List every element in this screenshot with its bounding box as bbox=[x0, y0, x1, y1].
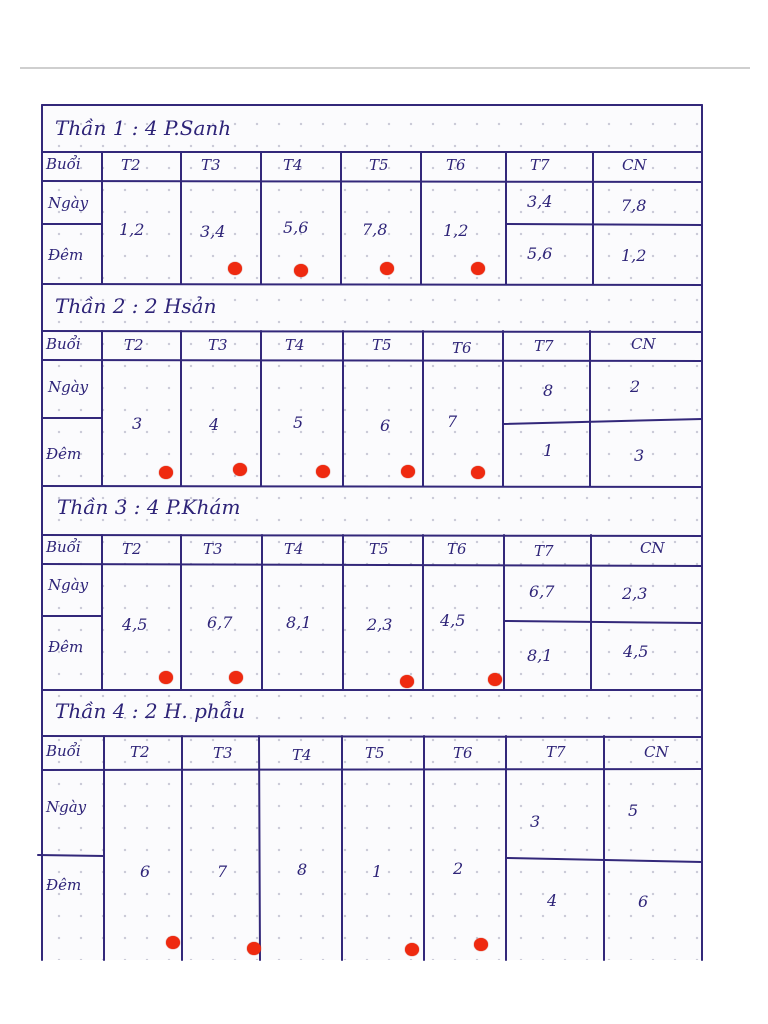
week-3-t6-value: 4,5 bbox=[440, 611, 466, 630]
week-4-t6-value: 2 bbox=[453, 859, 464, 878]
week-2-t7-night-value: 1 bbox=[543, 441, 554, 460]
week-1-day-t7: T7 bbox=[530, 156, 550, 174]
week-3-day-cn: CN bbox=[640, 539, 665, 557]
week-2-t5-value: 6 bbox=[380, 416, 391, 435]
week-3-title: Thần 3 : 4 P.Khám bbox=[57, 495, 241, 519]
week-2-day-t2: T2 bbox=[124, 336, 144, 354]
marker-dot bbox=[401, 465, 415, 478]
week-2-t6-value: 7 bbox=[447, 412, 458, 431]
week-1-t7-day-value: 3,4 bbox=[527, 192, 553, 211]
week-3-day-t3: T3 bbox=[203, 540, 223, 558]
week-2-day-cn: CN bbox=[631, 335, 656, 353]
week-4-header-label: Buổi bbox=[46, 742, 81, 760]
marker-dot bbox=[471, 262, 485, 275]
week-4-row-night-label: Đêm bbox=[46, 876, 82, 894]
week-4-day-t5: T5 bbox=[365, 744, 385, 762]
week-3-t5-value: 2,3 bbox=[367, 615, 393, 634]
week-4-day-cn: CN bbox=[644, 743, 669, 761]
week-3-cn-day-value: 2,3 bbox=[622, 584, 648, 603]
marker-dot bbox=[229, 671, 243, 684]
week-3-day-t2: T2 bbox=[122, 540, 142, 558]
week-1-t7-night-value: 5,6 bbox=[527, 244, 553, 263]
week-4-t5-value: 1 bbox=[372, 862, 383, 881]
week-4-day-t3: T3 bbox=[213, 744, 233, 762]
week-4-t3-value: 7 bbox=[217, 862, 228, 881]
week-1-cn-night-value: 1,2 bbox=[621, 246, 647, 265]
week-1-t3-value: 3,4 bbox=[200, 222, 226, 241]
week-4-day-t6: T6 bbox=[453, 744, 473, 762]
week-2-row-night-label: Đêm bbox=[46, 445, 82, 463]
week-4-day-t7: T7 bbox=[546, 743, 566, 761]
week-4-cn-day-value: 5 bbox=[628, 801, 639, 820]
week-1-cn-day-value: 7,8 bbox=[621, 196, 647, 215]
marker-dot bbox=[488, 673, 502, 686]
week-3-day-t6: T6 bbox=[447, 540, 467, 558]
marker-dot bbox=[471, 466, 485, 479]
week-4-row-day-label: Ngày bbox=[46, 798, 87, 816]
week-3-t7-day-value: 6,7 bbox=[529, 582, 555, 601]
week-3-row-night-label: Đêm bbox=[48, 638, 84, 656]
week-2-cn-night-value: 3 bbox=[634, 446, 645, 465]
marker-dot bbox=[400, 675, 414, 688]
week-2-day-t4: T4 bbox=[285, 336, 305, 354]
week-2-t7-day-value: 8 bbox=[543, 381, 554, 400]
marker-dot bbox=[247, 942, 261, 955]
week-2-day-t6: T6 bbox=[452, 339, 472, 357]
week-1-day-t6: T6 bbox=[446, 156, 466, 174]
week-2-day-t3: T3 bbox=[208, 336, 228, 354]
marker-dot bbox=[166, 936, 180, 949]
marker-dot bbox=[294, 264, 308, 277]
week-3-t4-value: 8,1 bbox=[286, 613, 312, 632]
week-1-row-day-label: Ngày bbox=[48, 194, 89, 212]
marker-dot bbox=[474, 938, 488, 951]
week-2-day-t7: T7 bbox=[534, 337, 554, 355]
week-1-row-night-label: Đêm bbox=[48, 246, 84, 264]
week-4-day-t4: T4 bbox=[292, 746, 312, 764]
marker-dot bbox=[159, 671, 173, 684]
week-2-header-label: Buổi bbox=[46, 335, 81, 353]
week-1-title: Thần 1 : 4 P.Sanh bbox=[55, 116, 232, 140]
week-3-day-t5: T5 bbox=[369, 540, 389, 558]
week-2-row-day-label: Ngày bbox=[48, 378, 89, 396]
week-3-row-day-label: Ngày bbox=[48, 576, 89, 594]
week-4-t2-value: 6 bbox=[140, 862, 151, 881]
week-1-t5-value: 7,8 bbox=[362, 220, 388, 239]
week-2-t2-value: 3 bbox=[132, 414, 143, 433]
marker-dot bbox=[405, 943, 419, 956]
week-1-day-t2: T2 bbox=[121, 156, 141, 174]
marker-dot bbox=[159, 466, 173, 479]
week-1-day-t3: T3 bbox=[201, 156, 221, 174]
week-3-day-t7: T7 bbox=[534, 542, 554, 560]
week-2-t4-value: 5 bbox=[293, 413, 304, 432]
week-3-t7-night-value: 8,1 bbox=[527, 646, 553, 665]
week-4-cn-night-value: 6 bbox=[638, 892, 649, 911]
week-3-cn-night-value: 4,5 bbox=[623, 642, 649, 661]
week-4-t7-night-value: 4 bbox=[547, 891, 558, 910]
week-3-day-t4: T4 bbox=[284, 540, 304, 558]
week-3-t2-value: 4,5 bbox=[122, 615, 148, 634]
marker-dot bbox=[233, 463, 247, 476]
week-4-t4-value: 8 bbox=[297, 860, 308, 879]
week-1-t6-value: 1,2 bbox=[443, 221, 469, 240]
week-4-t7-day-value: 3 bbox=[530, 812, 541, 831]
week-1-day-t4: T4 bbox=[283, 156, 303, 174]
week-4-title: Thần 4 : 2 H. phẫu bbox=[55, 699, 245, 723]
week-3-header-label: Buổi bbox=[46, 538, 81, 556]
week-4-day-t2: T2 bbox=[130, 743, 150, 761]
week-2-day-t5: T5 bbox=[372, 336, 392, 354]
week-1-header-label: Buổi bbox=[46, 155, 81, 173]
week-2-title: Thần 2 : 2 Hsản bbox=[55, 294, 217, 318]
marker-dot bbox=[380, 262, 394, 275]
week-1-t2-value: 1,2 bbox=[119, 220, 145, 239]
week-2-cn-day-value: 2 bbox=[630, 377, 641, 396]
week-1-t4-value: 5,6 bbox=[283, 218, 309, 237]
week-1-day-t5: T5 bbox=[369, 156, 389, 174]
week-2-t3-value: 4 bbox=[209, 415, 220, 434]
marker-dot bbox=[316, 465, 330, 478]
week-1-day-cn: CN bbox=[622, 156, 647, 174]
week-3-t3-value: 6,7 bbox=[207, 613, 233, 632]
marker-dot bbox=[228, 262, 242, 275]
